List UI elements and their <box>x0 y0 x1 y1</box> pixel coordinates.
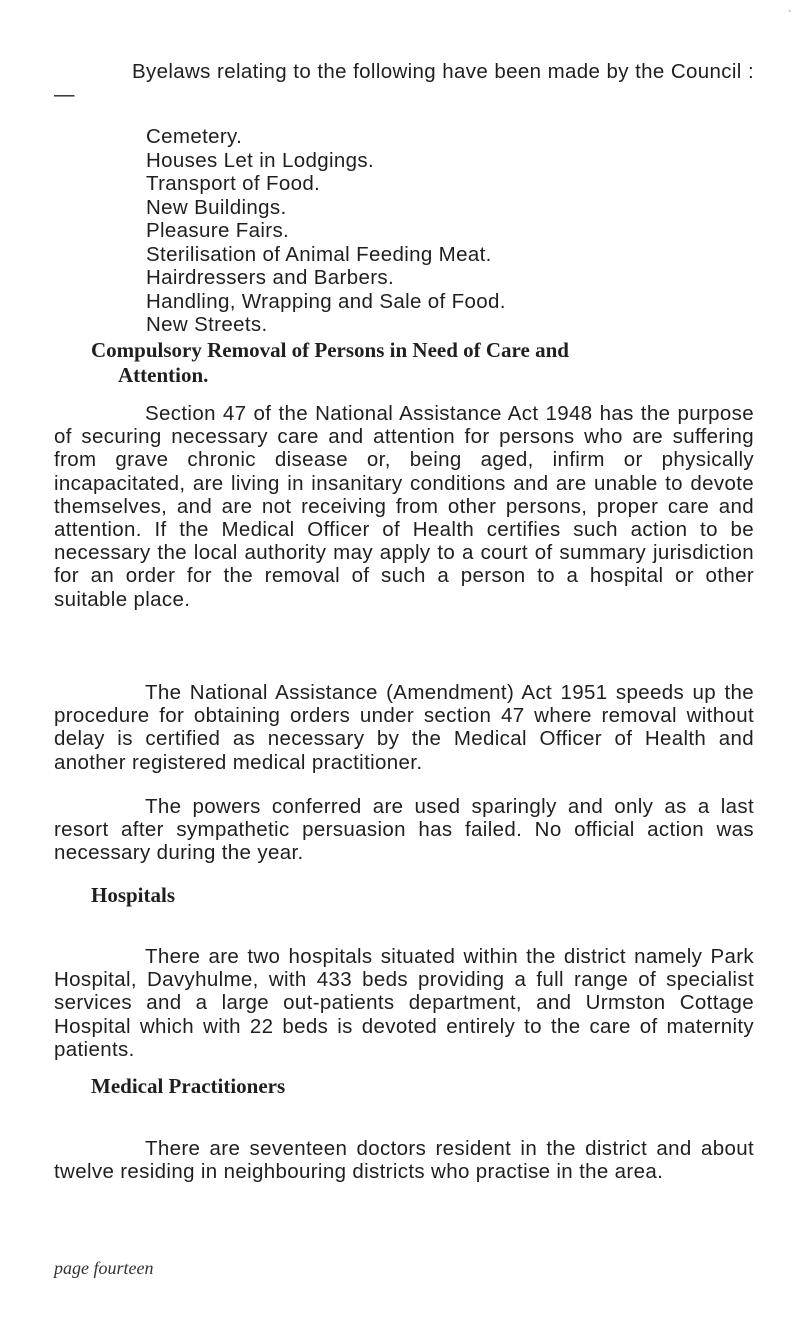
corner-mark: ◦ <box>788 6 792 17</box>
list-item: Hairdressers and Barbers. <box>146 266 395 289</box>
powers-paragraph: The powers conferred are used sparingly and only as a last resort after sympathetic persuasion has failed. No official action was necessary during the year. <box>54 795 754 865</box>
intro-paragraph: Byelaws relating to the following have been made by the Council :— <box>54 60 754 107</box>
list-item: Cemetery. <box>146 125 243 148</box>
byelaw-list <box>146 125 506 337</box>
list-item: Houses Let in Lodgings. <box>146 148 375 172</box>
hospitals-paragraph: There are two hospitals situated within the district namely Park Hospital, Davyhulme, with 433 beds providing a full range of specialist services and a large out-patients department, and Urmston Cottage Hospital which with 22 beds is devoted entirely to the care of maternity patients. <box>54 945 754 1061</box>
removal-heading-line2: Attention. <box>118 363 209 387</box>
list-item: Pleasure Fairs. <box>146 219 290 242</box>
page-number: page fourteen <box>54 1258 154 1278</box>
amendment-act-paragraph: The National Assistance (Amendment) Act 1951 speeds up the procedure for obtaining orders under section 47 where removal without delay is certified as necessary by the Medical Officer of Health and another registered medical practitioner. <box>54 681 754 774</box>
list-item: Transport of Food. <box>146 172 321 195</box>
list-item: New Streets. <box>146 313 268 336</box>
list-item: Sterilisation of Animal Feeding Meat. <box>146 242 492 266</box>
list-item: New Buildings. <box>146 195 287 219</box>
list-item: Handling, Wrapping and Sale of Food. <box>146 289 506 313</box>
section-47-paragraph: Section 47 of the National Assistance Act 1948 has the purpose of securing necessary care and attention for persons who are suffering from grave chronic disease or, being aged, infirm or physically incapacitated, are living in insanitary conditions and are unable to devote themselves, and are not receiving from other persons, proper care and attention. If the Medical Officer of Health certifies such action to be necessary the local authority may apply to a court of summary jurisdiction for an order for the removal of such a person to a hospital or other suitable place. <box>54 402 754 611</box>
hospitals-heading: Hospitals <box>91 883 176 907</box>
removal-heading <box>91 338 751 388</box>
removal-heading-line1: Compulsory Removal of Persons in Need of Care and <box>91 338 569 362</box>
practitioners-heading: Medical Practitioners <box>91 1074 286 1098</box>
practitioners-paragraph: There are seventeen doctors resident in the district and about twelve residing in neighbouring districts who practise in the area. <box>54 1137 754 1184</box>
